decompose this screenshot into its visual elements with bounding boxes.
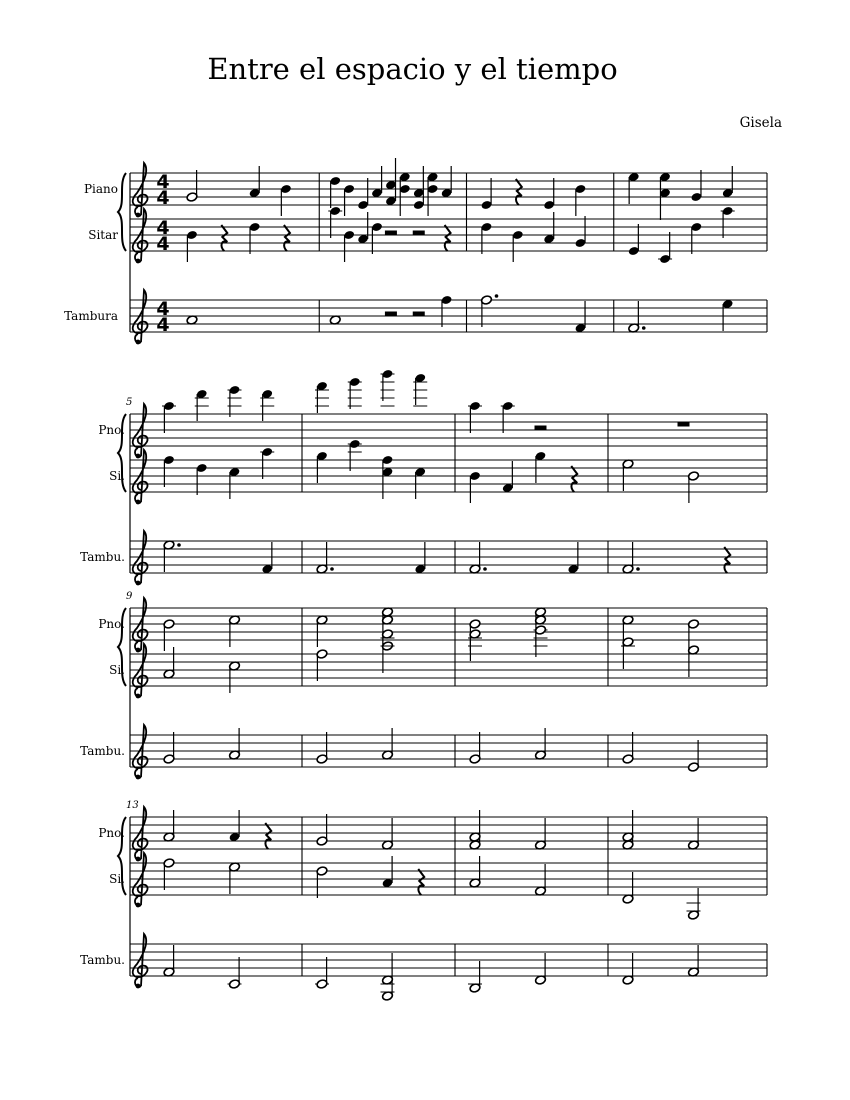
augmentation-dot bbox=[483, 567, 487, 571]
treble-clef-icon bbox=[133, 725, 148, 779]
time-signature-denominator: 4 bbox=[156, 233, 170, 255]
instrument-label-sitar: Si. bbox=[109, 663, 125, 677]
instrument-label-tambura: Tambu. bbox=[80, 550, 125, 564]
instrument-label-sitar: Si. bbox=[109, 469, 125, 483]
composer-name: Gisela bbox=[739, 115, 782, 131]
score-title: Entre el espacio y el tiempo bbox=[207, 52, 618, 86]
augmentation-dot bbox=[642, 326, 646, 330]
time-signature-numerator: 4 bbox=[156, 217, 170, 239]
instrument-label-sitar: Sitar bbox=[88, 228, 118, 242]
instrument-label-piano: Pno. bbox=[98, 423, 125, 437]
treble-clef-icon bbox=[133, 644, 148, 698]
treble-clef-icon bbox=[133, 290, 148, 344]
quarter-rest bbox=[571, 466, 577, 492]
time-signature-numerator: 4 bbox=[156, 171, 170, 193]
augmentation-dot bbox=[330, 567, 334, 571]
whole-rest bbox=[678, 422, 690, 427]
quarter-rest bbox=[265, 823, 271, 849]
treble-clef-icon bbox=[133, 209, 148, 263]
measure-number: 13 bbox=[126, 800, 139, 811]
treble-clef-icon bbox=[133, 531, 148, 585]
measure-number: 9 bbox=[126, 591, 133, 602]
quarter-rest bbox=[221, 225, 227, 251]
treble-clef-icon bbox=[133, 934, 148, 988]
augmentation-dot bbox=[495, 294, 499, 298]
time-signature-numerator: 4 bbox=[156, 298, 170, 320]
half-rest bbox=[413, 231, 425, 236]
treble-clef-icon bbox=[133, 853, 148, 907]
augmentation-dot bbox=[636, 567, 640, 571]
quarter-rest bbox=[284, 225, 290, 251]
instrument-label-piano: Pno. bbox=[98, 826, 125, 840]
quarter-rest bbox=[724, 547, 730, 573]
instrument-label-tambura: Tambura bbox=[64, 309, 118, 323]
instrument-label-tambura: Tambu. bbox=[80, 744, 125, 758]
quarter-rest bbox=[516, 179, 522, 205]
brace-icon bbox=[118, 173, 126, 251]
instrument-label-piano: Pno. bbox=[98, 617, 125, 631]
time-signature-denominator: 4 bbox=[156, 314, 170, 336]
half-rest bbox=[535, 426, 547, 431]
instrument-label-sitar: Si. bbox=[109, 872, 125, 886]
quarter-rest bbox=[445, 225, 451, 251]
treble-clef-icon bbox=[133, 450, 148, 504]
instrument-label-piano: Piano bbox=[83, 182, 118, 196]
half-rest bbox=[385, 312, 397, 317]
augmentation-dot bbox=[177, 543, 181, 547]
half-rest bbox=[385, 231, 397, 236]
measure-number: 5 bbox=[126, 397, 133, 408]
half-rest bbox=[413, 312, 425, 317]
quarter-rest bbox=[418, 869, 424, 895]
instrument-label-tambura: Tambu. bbox=[80, 953, 125, 967]
time-signature-denominator: 4 bbox=[156, 187, 170, 209]
